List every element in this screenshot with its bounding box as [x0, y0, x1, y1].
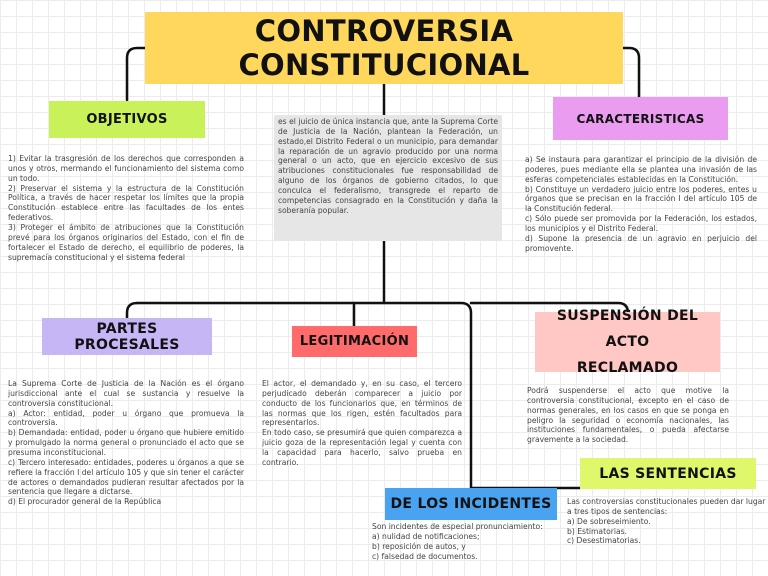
suspension-heading-line1: SUSPENSIÓN DEL ACTO	[556, 308, 699, 350]
sentencias-heading: LAS SENTENCIAS	[580, 458, 756, 489]
definition-text: es el juicio de única instancia que, ante la Suprema Corte de Justicia de la Nación, plantean la Federación, un estado,el Distrito Federal o un municipio, para demandar la reparación de un agravio producido por una norma general o un acto, que en ejercicio excesivo de sus atribuciones constitucionales fue responsabilidad de alguno de los órganos de gobierno citados, lo que conculca el federalismo, transgrede el reparto de competencias consagrado en la Constitución y daña la soberanía popular.	[274, 115, 502, 241]
caracteristicas-text: a) Se instaura para garantizar el principio de la división de poderes, pues mediante ella se plantea una invasión de las esferas competenciales establecidas en la Constitución. b) Constituye un verdadero juicio entre los poderes, entes u órganos que se precisan en la fracción I del artículo 105 de la Constitución federal. c) Sólo puede ser promovida por la Federación, los estados, los municipios y el Distrito Federal. d) Supone la presencia de un agravio en perjuicio del promovente.	[525, 155, 757, 253]
legitimacion-text: El actor, el demandado y, en su caso, el tercero perjudicado deberán comparecer a juicio por conducto de los funcionarios que, en términos de las normas que los rigen, estén facultados para representarlos. En todo caso, se presumirá que quien comparezca a juicio goza de la representación legal y cuenta con la capacidad para hacerlo, salvo prueba en contrario.	[262, 379, 462, 467]
partes-procesales-heading: PARTES PROCESALES	[42, 318, 212, 355]
objetivos-text: 1) Evitar la trasgresión de los derechos que corresponden a unos y otros, mermando el funcionamiento del sistema como un todo. 2) Preservar el sistema y la estructura de la Constitución Política, a través de hacer respetar los límites que la propia Constitución establece entre las facultades de los entes federativos. 3) Proteger el ámbito de atribuciones que la Constitución prevé para los órganos originarios del Estado, con el fin de fortalecer el Estado de derecho, el equilibrio de poderes, la supremacía constitucional y el sistema federal	[8, 154, 244, 262]
partes-procesales-text: La Suprema Corte de Justicia de la Nación es el órgano jurisdiccional ante el cual se sustancia y resuelve la controversia constitucional. a) Actor: entidad, poder u órgano que promueva la controversia. b) Demandada: entidad, poder u órgano que hubiere emitido y promulgado la norma general o pronunciado el acto que se presuma inconstitucional. c) Tercero interesado: entidades, poderes u órganos a que se refiere la fracción I del artículo 105 y que sin tener el carácter de actores o demandados pudieran resultar afectados por la sentencia que llegare a dictarse. d) El procurador general de la República	[8, 379, 245, 507]
incidentes-heading: DE LOS INCIDENTES	[385, 488, 557, 520]
suspension-heading	[535, 308, 720, 376]
legitimacion-heading: LEGITIMACIÓN	[292, 326, 417, 357]
caracteristicas-heading: CARACTERISTICAS	[553, 97, 728, 140]
page-title: CONTROVERSIA CONSTITUCIONAL	[145, 12, 623, 84]
objetivos-heading: OBJETIVOS	[49, 101, 205, 138]
incidentes-text: Son incidentes de especial pronunciamiento: a) nulidad de notificaciones; b) reposición de autos, y c) falsedad de documentos.	[372, 522, 543, 561]
suspension-heading-line2: RECLAMADO	[576, 360, 679, 376]
sentencias-text: Las controversias constitucionales pueden dar lugar a tres tipos de sentencias: a) De sobreseimiento. b) Estimatorias. c) Desestimatorias.	[567, 497, 766, 546]
suspension-text: Podrá suspenderse el acto que motive la controversia constitucional, excepto en el caso de normas generales, en los casos en que se ponga en peligro la seguridad o economía nacionales, las instituciones fundamentales, o pueda afectarse gravemente a la sociedad.	[527, 386, 729, 445]
